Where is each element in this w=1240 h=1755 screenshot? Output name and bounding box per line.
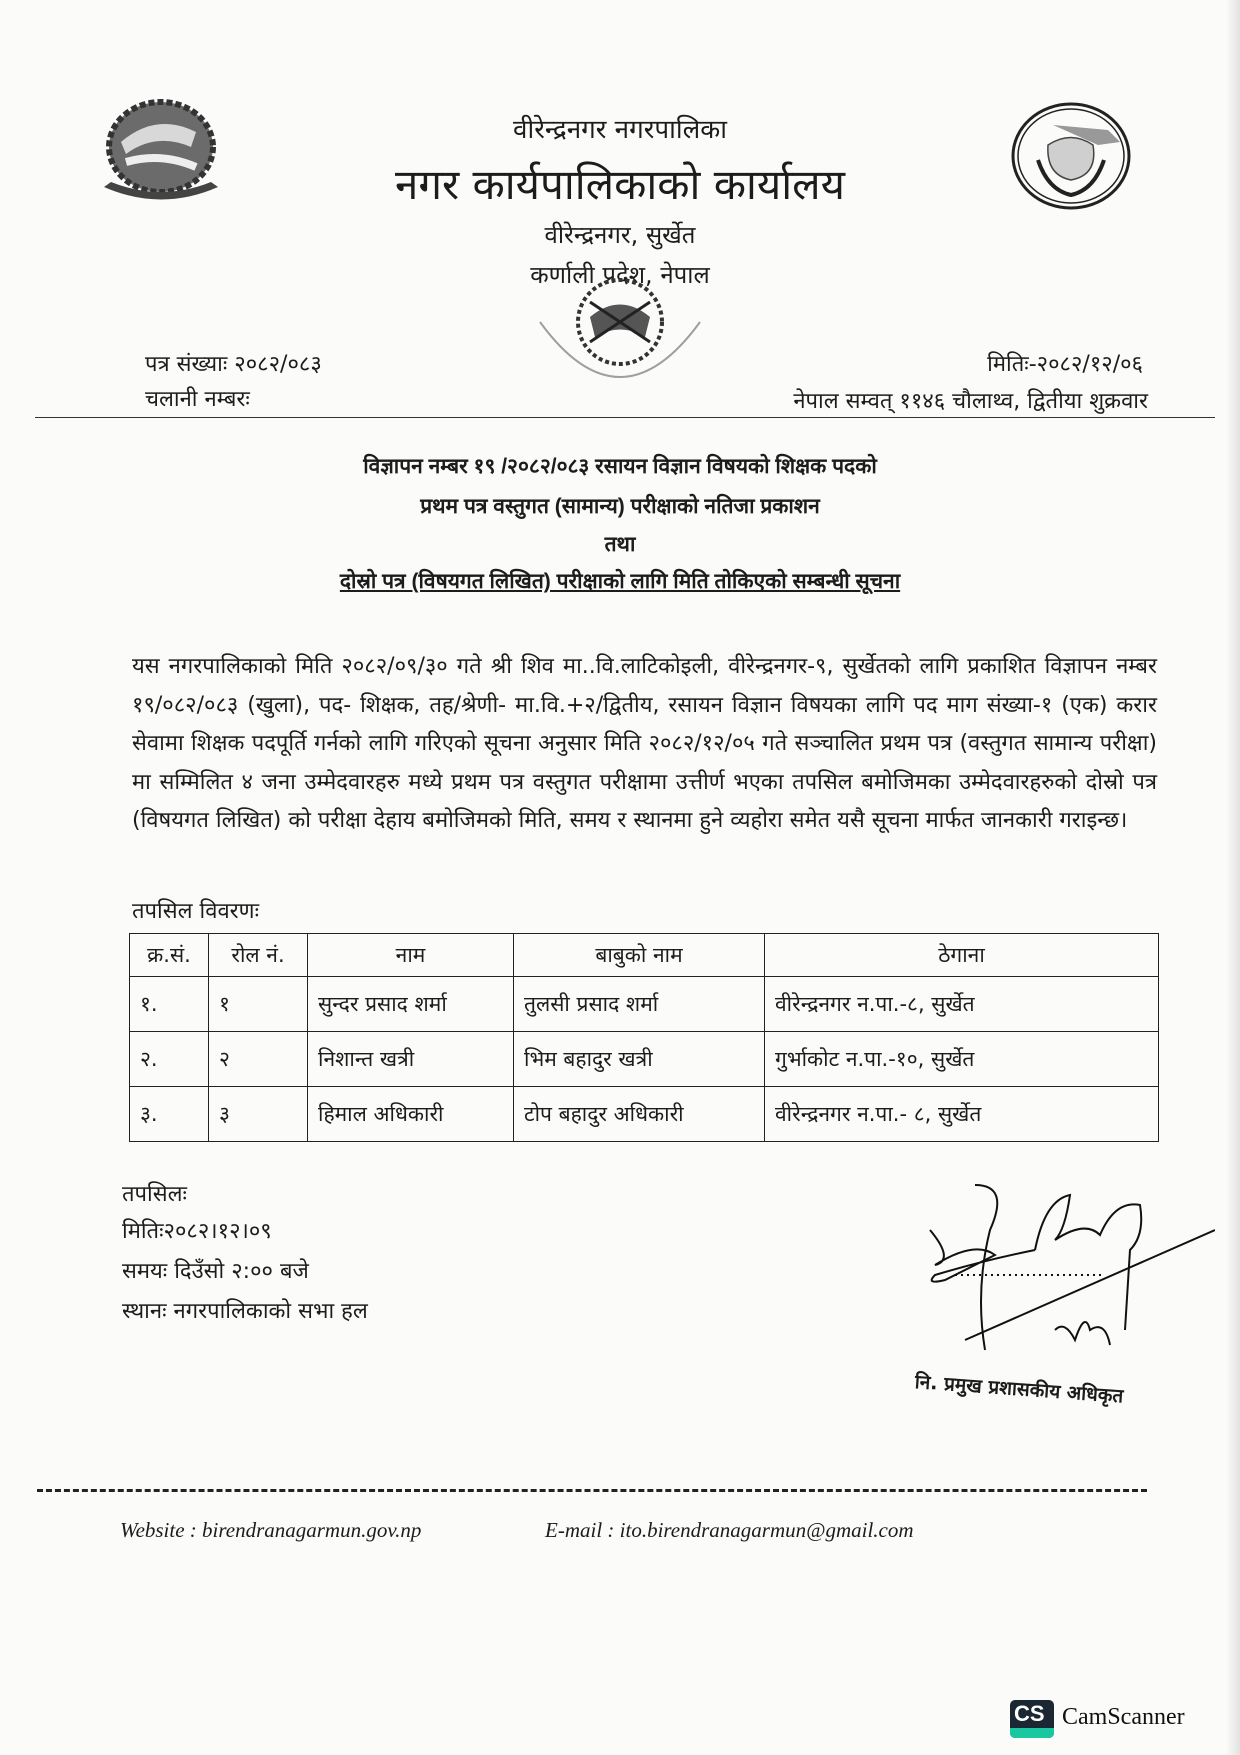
cell-address: वीरेन्द्रनगर न.पा.-८, सुर्खेत (765, 977, 1159, 1032)
col-name: नाम (308, 934, 514, 977)
org-subtitle: वीरेन्द्रनगर नगरपालिका (513, 115, 727, 145)
cell-serial: १. (130, 977, 209, 1032)
table-row (130, 977, 1159, 1032)
cell-roll: २ (209, 1032, 308, 1087)
cell-serial: ३. (130, 1087, 209, 1142)
cell-address: वीरेन्द्रनगर न.पा.- ८, सुर्खेत (765, 1087, 1159, 1142)
cell-name: निशान्त खत्री (308, 1032, 514, 1087)
cell-father-name: टोप बहादुर अधिकारी (514, 1087, 765, 1142)
subject-line-2: प्रथम पत्र वस्तुगत (सामान्य) परीक्षाको नतिजा प्रकाशन (420, 495, 820, 518)
footer-divider (37, 1489, 1147, 1492)
cell-name: सुन्दर प्रसाद शर्मा (308, 977, 514, 1032)
table-row (130, 1032, 1159, 1087)
office-seal-icon (520, 262, 720, 442)
schedule-place: स्थानः नगरपालिकाको सभा हल (122, 1299, 368, 1324)
cell-father-name: भिम बहादुर खत्री (514, 1032, 765, 1087)
camscanner-logo-icon (1010, 1700, 1054, 1738)
subject-line-4: दोस्रो पत्र (विषयगत लिखित) परीक्षाको लागि मिति तोकिएको सम्बन्धी सूचना (339, 570, 901, 593)
col-serial: क्र.सं. (130, 934, 209, 977)
table-header-row (130, 934, 1159, 977)
cell-name: हिमाल अधिकारी (308, 1087, 514, 1142)
cell-roll: ३ (209, 1087, 308, 1142)
col-address: ठेगाना (765, 934, 1159, 977)
letter-number: पत्र संख्याः २०८२/०८३ (145, 352, 322, 377)
address-line-2: कर्णाली प्रदेश, नेपाल (530, 261, 710, 289)
cell-address: गुर्भाकोट न.पा.-१०, सुर्खेत (765, 1032, 1159, 1087)
cell-roll: १ (209, 977, 308, 1032)
website-link[interactable]: Website : birendranagarmun.gov.np (120, 1518, 422, 1542)
org-title: नगर कार्यपालिकाको कार्यालय (395, 160, 845, 209)
schedule-time: समयः दिउँसो २:०० बजे (122, 1259, 309, 1284)
nepal-samvat-date: नेपाल सम्वत् ११४६ चौलाथ्व, द्वितीया शुक्रवार (793, 389, 1148, 414)
candidates-table (129, 933, 1159, 1142)
signatory-title: नि. प्रमुख प्रशासकीय अधिकृत (914, 1371, 1125, 1408)
schedule-date: मितिः२०८२।१२।०९ (122, 1219, 272, 1244)
address-line-1: वीरेन्द्रनगर, सुर्खेत (544, 221, 696, 249)
dispatch-number: चलानी नम्बरः (145, 387, 250, 412)
schedule-title: तपसिलः (122, 1182, 187, 1207)
notice-paragraph: यस नगरपालिकाको मिति २०८२/०९/३० गते श्री शिव मा..वि.लाटिकोइली, वीरेन्द्रनगर-९, सुर्खेतको लागि प्रकाशित विज्ञापन नम्बर १९/०८२/०८३ (खुला), पद- शिक्षक, तह/श्रेणी- मा.वि.+२/द्वितीय, रसायन विज्ञान विषयका लागि पद माग संख्या-१ (एक) करार सेवामा शिक्षक पदपूर्ति गर्नको लागि गरिएको सूचना अनुसार मिति २०८२/१२/०५ गते सञ्चालित प्रथम पत्र (वस्तुगत सामान्य परीक्षा) मा सम्मिलित ४ जना उम्मेदवारहरु मध्ये प्रथम पत्र वस्तुगत परीक्षामा उत्तीर्ण भएका तपसिल बमोजिमका उम्मेदवारहरुको दोस्रो पत्र (विषयगत लिखित) को परीक्षा देहाय बमोजिमको मिति, समय र स्थानमा हुने व्यहोरा समेत यसै सूचना मार्फत जानकारी गराइन्छ। (132, 654, 1157, 833)
cell-serial: २. (130, 1032, 209, 1087)
col-father-name: बाबुको नाम (514, 934, 765, 977)
subject-line-1: विज्ञापन नम्बर १९ /२०८२/०८३ रसायन विज्ञान विषयको शिक्षक पदको (363, 455, 877, 478)
letter-date: मितिः-२०८२/१२/०६ (987, 352, 1143, 377)
camscanner-watermark: CamScanner (1062, 1704, 1185, 1730)
details-label: तपसिल विवरणः (132, 899, 260, 924)
email-link[interactable]: E-mail : ito.birendranagarmun@gmail.com (545, 1518, 914, 1542)
cell-father-name: तुलसी प्रसाद शर्मा (514, 977, 765, 1032)
subject-line-3: तथा (604, 533, 636, 556)
header-divider (35, 417, 1215, 418)
signature-icon (915, 1180, 1215, 1380)
camscanner-badge-text: CS (1014, 1701, 1045, 1726)
col-roll: रोल नं. (209, 934, 308, 977)
table-row (130, 1087, 1159, 1142)
